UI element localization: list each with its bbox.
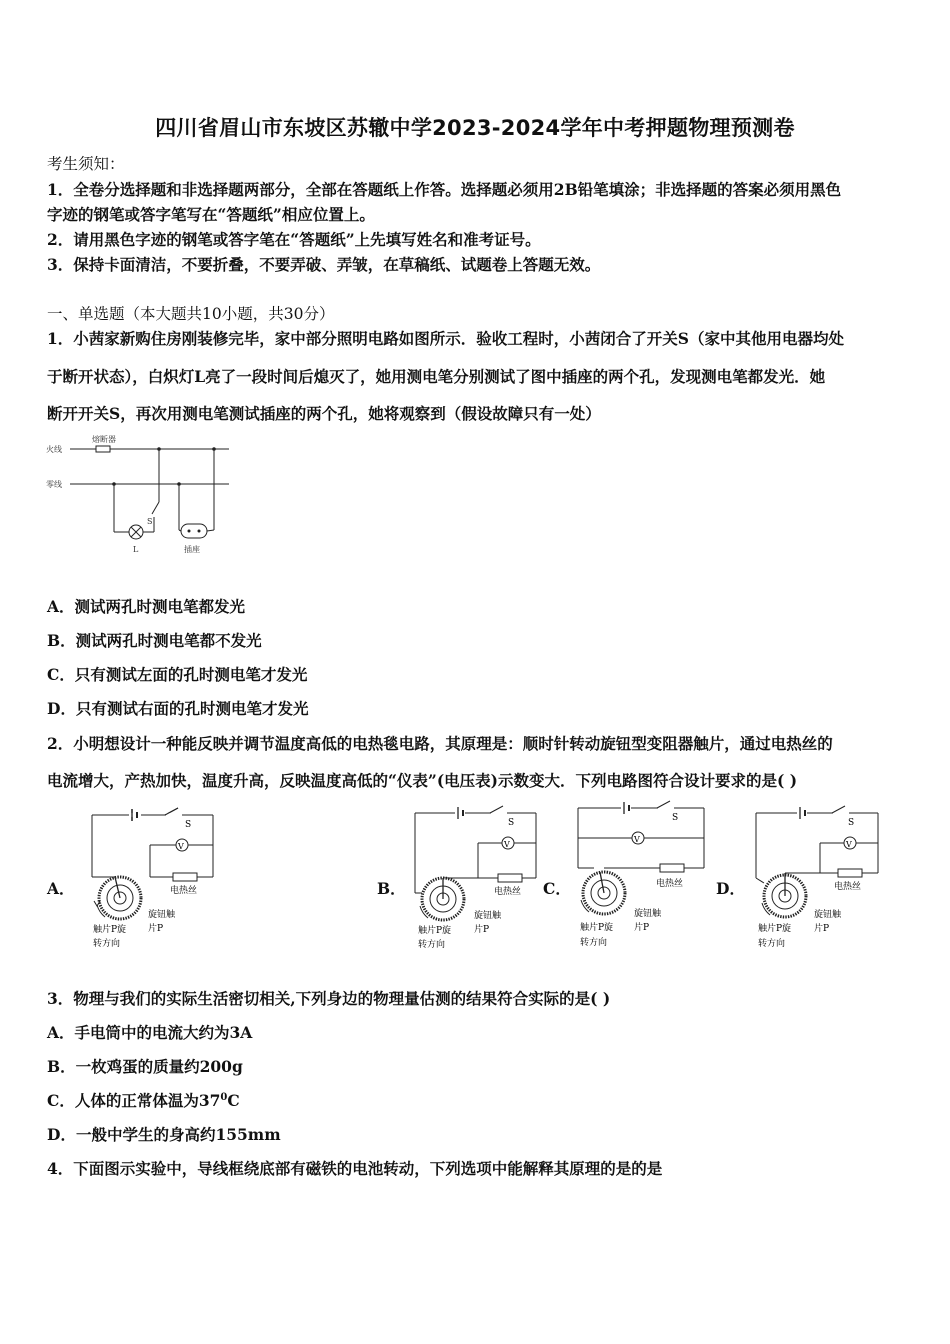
q2-circuit-b	[408, 803, 543, 955]
voltmeter-label: V	[178, 842, 184, 851]
socket-label: 插座	[184, 545, 200, 554]
heater-icon	[498, 874, 522, 882]
q1-circuit-figure	[44, 432, 244, 562]
notice-heading: 考生须知：	[47, 155, 125, 173]
voltmeter-label: V	[846, 840, 852, 849]
rotate-label-2: 转方向	[93, 939, 121, 949]
knob-label: 旋钮触	[474, 911, 502, 921]
heater-label: 电热丝	[170, 886, 198, 896]
q3-option-b[interactable]: B．一枚鸡蛋的质量约200g	[47, 1057, 243, 1076]
knob-label: 旋钮触	[148, 910, 176, 920]
rotate-label: 触片P旋	[580, 923, 614, 933]
heater-icon	[173, 873, 197, 881]
q1-option-a[interactable]: A．测试两孔时测电笔都发光	[47, 597, 246, 616]
q3-option-d[interactable]: D．一般中学生的身高约155mm	[47, 1125, 281, 1144]
rotate-label: 触片P旋	[418, 926, 452, 936]
switch-label: S	[672, 813, 679, 823]
heater-label: 电热丝	[656, 879, 684, 889]
q2-option-d[interactable]: D．	[716, 879, 745, 898]
live-wire-label: 火线	[46, 445, 62, 454]
q1-option-c[interactable]: C．只有测试左面的孔时测电笔才发光	[47, 665, 308, 684]
q2-circuit-a	[85, 805, 220, 955]
q2-stem-2: 电流增大，产热加快，温度升高，反映温度高低的“仪表”(电压表)示数变大．下列电路图符合设计要求的是( )	[47, 771, 798, 790]
q4-stem: 4．下面图示实验中，导线框绕底部有磁铁的电池转动，下列选项中能解释其原理的是的是	[47, 1159, 663, 1178]
q1-option-d[interactable]: D．只有测试右面的孔时测电笔才发光	[47, 699, 309, 718]
fuse-icon	[96, 446, 110, 452]
voltmeter-label: V	[504, 840, 510, 849]
heater-label: 电热丝	[494, 887, 522, 897]
rotate-label-2: 转方向	[758, 939, 786, 949]
rotate-label-2: 转方向	[418, 940, 446, 950]
q2-option-c[interactable]: C．	[543, 879, 571, 898]
switch-label: S	[508, 818, 515, 828]
heater-icon	[660, 864, 684, 872]
knob-label-2: 片P	[634, 923, 650, 933]
q2-stem-1: 2．小明想设计一种能反映并调节温度高低的电热毯电路，其原理是：顺时针转动旋钮型变阻器触片，通过电热丝的	[47, 734, 833, 753]
knob-label: 旋钮触	[814, 910, 842, 920]
rotate-label: 触片P旋	[758, 924, 792, 934]
notice-item-1b: 字迹的钢笔或答字笔写在“答题纸”相应位置上。	[47, 205, 375, 224]
q2-circuit-c	[572, 798, 712, 956]
knob-label-2: 片P	[148, 924, 164, 934]
switch-icon	[152, 502, 159, 514]
q1-stem-2: 于断开状态），白炽灯L亮了一段时间后熄灭了，她用测电笔分别测试了图中插座的两个孔，发现测电笔都发光．她	[47, 367, 826, 386]
q2-circuit-d	[750, 803, 885, 955]
q1-stem-1: 1．小茜家新购住房刚装修完毕，家中部分照明电路如图所示．验收工程时，小茜闭合了开关S（家中其他用电器均处	[47, 329, 844, 348]
switch-label: S	[848, 818, 855, 828]
notice-item-3: 3．保持卡面清洁，不要折叠，不要弄破、弄皱，在草稿纸、试题卷上答题无效。	[47, 255, 601, 274]
q1-stem-3: 断开开关S，再次用测电笔测试插座的两个孔，她将观察到（假设故障只有一处）	[47, 404, 601, 423]
heater-label: 电热丝	[834, 882, 862, 892]
neutral-wire-label: 零线	[46, 480, 62, 489]
knob-label-2: 片P	[474, 925, 490, 935]
q3-stem: 3．物理与我们的实际生活密切相关,下列身边的物理量估测的结果符合实际的是( )	[47, 989, 611, 1008]
q3-option-c-sup: 0	[220, 1091, 228, 1103]
page-title: 四川省眉山市东坡区苏辙中学2023-2024学年中考押题物理预测卷	[155, 116, 795, 140]
rotate-label: 触片P旋	[93, 925, 127, 935]
q3-option-c-unit: C	[227, 1091, 240, 1110]
voltmeter-label: V	[634, 835, 640, 844]
q3-option-c[interactable]	[47, 1089, 240, 1111]
knob-label-2: 片P	[814, 924, 830, 934]
fuse-label: 熔断器	[92, 435, 116, 444]
switch-label: S	[147, 517, 153, 526]
lamp-label: L	[133, 545, 139, 554]
q3-option-c-text: C．人体的正常体温为37	[47, 1091, 221, 1110]
q2-option-b[interactable]: B．	[377, 879, 406, 898]
section-heading: 一、单选题（本大题共10小题，共30分）	[47, 305, 335, 323]
q3-option-a[interactable]: A．手电筒中的电流大约为3A	[47, 1023, 253, 1042]
q1-option-b[interactable]: B．测试两孔时测电笔都不发光	[47, 631, 262, 650]
notice-item-1a: 1．全卷分选择题和非选择题两部分，全部在答题纸上作答。选择题必须用2B铅笔填涂；非选择题的答案必须用黑色	[47, 180, 842, 199]
switch-label: S	[185, 820, 192, 830]
rotate-label-2: 转方向	[580, 938, 608, 948]
knob-label: 旋钮触	[634, 909, 662, 919]
q2-option-a[interactable]: A．	[47, 879, 75, 898]
heater-icon	[838, 869, 862, 877]
notice-item-2: 2．请用黑色字迹的钢笔或答字笔在“答题纸”上先填写姓名和准考证号。	[47, 230, 541, 249]
socket-icon	[181, 524, 207, 538]
